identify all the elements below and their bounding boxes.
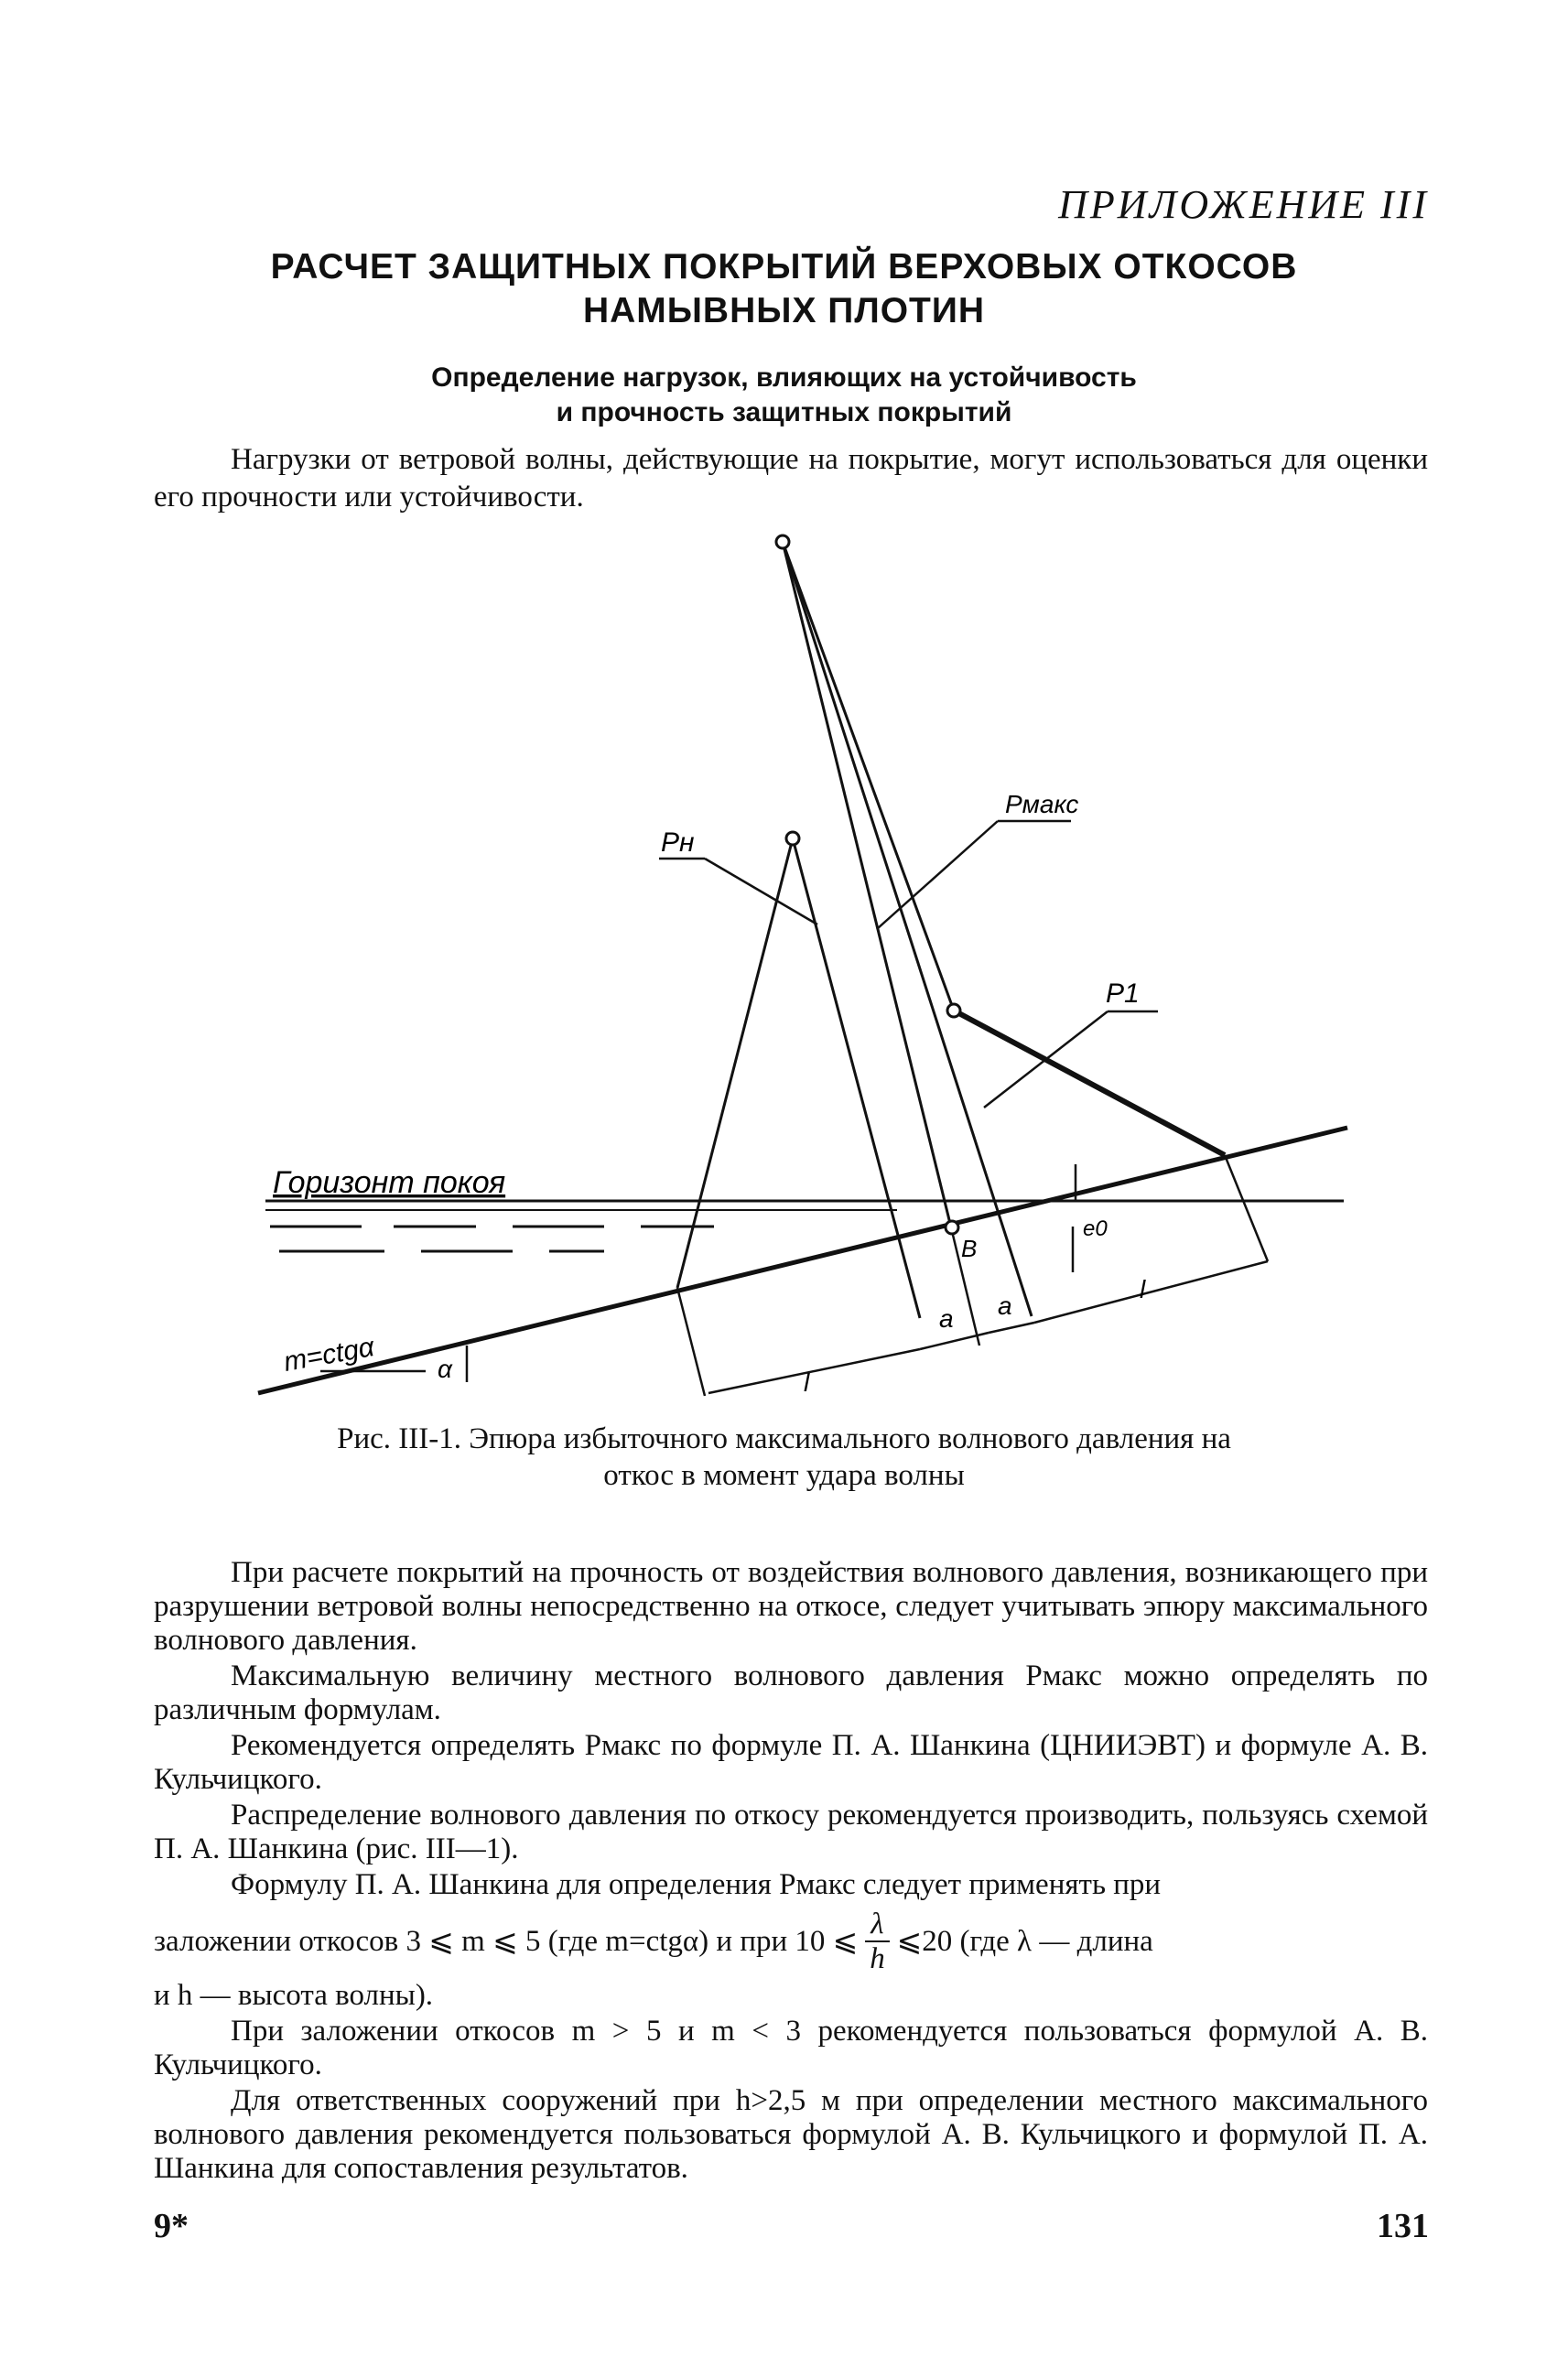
p1-point-marker (947, 1004, 960, 1017)
dimension-lines (708, 1164, 1268, 1393)
paragraph: и h — высота волны). (154, 1979, 434, 2012)
label-e0: e0 (1083, 1216, 1108, 1241)
leader-lines (320, 821, 1158, 1382)
formula-text-end: ⩽20 (где λ — длина (896, 1924, 1153, 1958)
appendix-label: ПРИЛОЖЕНИЕ III (1058, 182, 1429, 227)
paragraph: При расчете покрытий на прочность от воздействия волнового давления, возникающего при разрушении ветровой волны непосредственно на откосе, следует учитывать эпюру максимального волнового давления. (154, 1556, 1428, 1657)
intro-paragraph: Нагрузки от ветровой волны, действующие на покрытие, могут использоваться для оценки его прочности или устойчивости. (154, 443, 1428, 513)
lambda-over-h-fraction (865, 1908, 889, 1975)
projection-lines (677, 1155, 1268, 1396)
fraction-denominator: h (870, 1942, 885, 1975)
formula-text-start: заложении откосов 3 ⩽ m ⩽ 5 (где m=ctgα) и при 10 ⩽ (154, 1924, 859, 1958)
top-point-marker (776, 535, 789, 548)
paragraph: Рекомендуется определять Pмакс по формуле П. А. Шанкина (ЦНИИЭВТ) и формуле А. В. Кульчицкого. (154, 1729, 1428, 1796)
caption-line-2: откос в момент удара волны (603, 1459, 965, 1492)
paragraph: Формулу П. А. Шанкина для определения Pмакс следует применять при (231, 1868, 1162, 1901)
caption-line-1: Рис. III-1. Эпюра избыточного максимального волнового давления на (337, 1422, 1231, 1455)
subtitle-line-2: и прочность защитных покрытий (556, 397, 1012, 427)
label-l-upper: l (1140, 1275, 1146, 1303)
paragraph: Максимальную величину местного волнового давления Pмакс можно определять по различным формулам. (154, 1659, 1428, 1726)
section-subtitle (0, 361, 1568, 430)
paragraph: Распределение волнового давления по откосу рекомендуется производить, пользуясь схемой П. А. Шанкина (рис. III—1). (154, 1799, 1428, 1865)
p1-segment (954, 1011, 1225, 1155)
label-pmax: Pмакс (1005, 790, 1079, 818)
pn-point-marker (786, 832, 799, 845)
paragraph: При заложении откосов m > 5 и m < 3 рекомендуется пользоваться формулой А. В. Кульчицкого. (154, 2015, 1428, 2081)
label-slope: m=ctgα (281, 1332, 377, 1378)
page-number: 131 (1377, 2207, 1429, 2245)
label-a1: a (939, 1304, 954, 1333)
point-b-marker (946, 1221, 958, 1234)
body-text (154, 1556, 1428, 2188)
label-b: B (961, 1235, 978, 1262)
label-l-lower: l (804, 1368, 810, 1397)
signature-mark: 9* (154, 2207, 189, 2245)
fraction-numerator: λ (865, 1908, 889, 1942)
water-dashes (270, 1227, 714, 1251)
paragraph: Для ответственных сооружений при h>2,5 м при определении местного максимального волнового давления рекомендуется пользоваться формулой А. В. Кульчицкого и формулой П. А. Шанкина для сопоставления результатов. (154, 2084, 1428, 2185)
page-title (0, 245, 1568, 333)
figure-caption (0, 1421, 1568, 1494)
label-p1: P1 (1106, 978, 1140, 1009)
label-alpha: α (438, 1355, 452, 1383)
label-a2: a (998, 1292, 1012, 1320)
subtitle-line-1: Определение нагрузок, влияющих на устойчивость (431, 362, 1137, 393)
wave-pressure-diagram (238, 522, 1373, 1419)
label-horizon: Горизонт покоя (273, 1165, 506, 1200)
formula-row (154, 1908, 1428, 1975)
title-line-2: НАМЫВНЫХ ПЛОТИН (582, 291, 986, 330)
label-pn: Pн (661, 827, 695, 858)
title-line-1: РАСЧЕТ ЗАЩИТНЫХ ПОКРЫТИЙ ВЕРХОВЫХ ОТКОСОВ (270, 247, 1298, 286)
